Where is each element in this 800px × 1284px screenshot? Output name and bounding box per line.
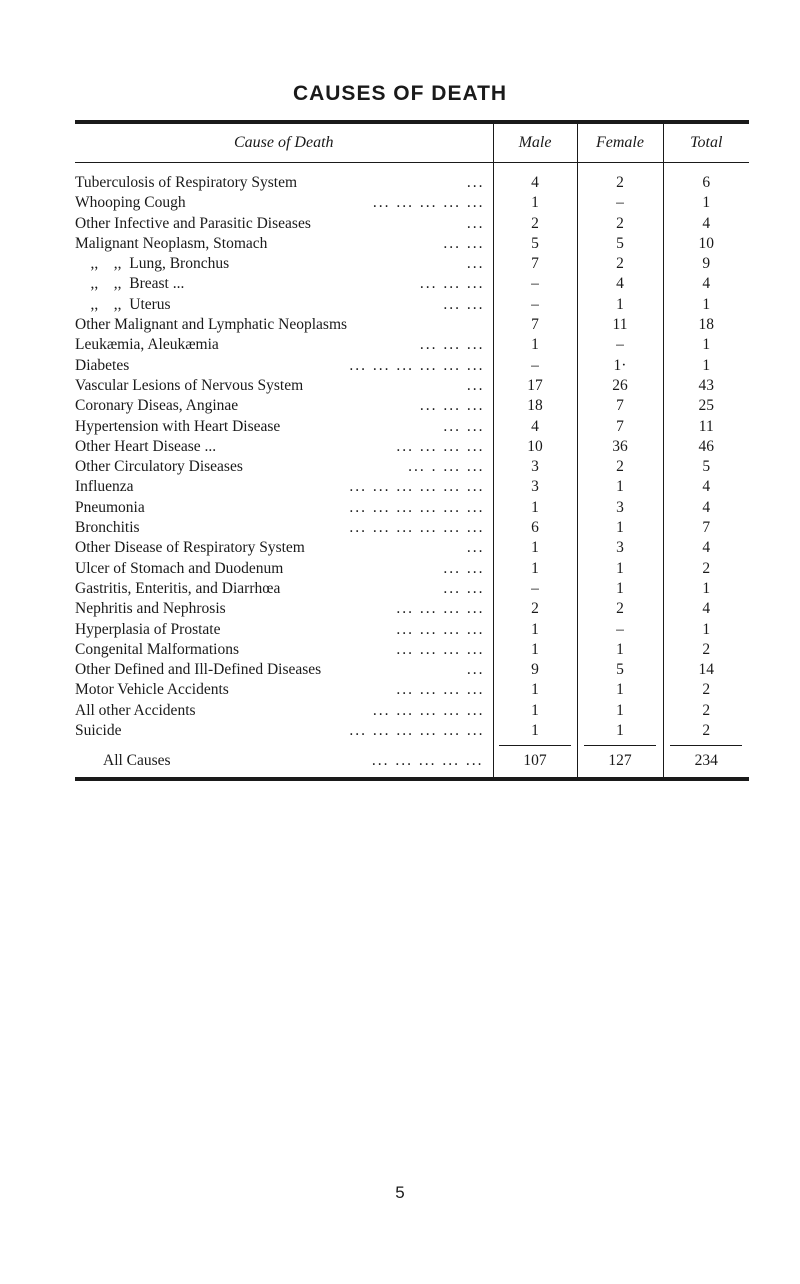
- table-row: [75, 356, 749, 376]
- total-count: 9: [663, 254, 749, 274]
- cause-cell: [75, 660, 493, 680]
- table-row: [75, 538, 749, 558]
- female-count: 1: [577, 559, 663, 579]
- leader-dots: ... ... ...: [419, 275, 485, 293]
- total-male: 107: [499, 745, 571, 776]
- cause-cell: [75, 173, 493, 193]
- header-row: [75, 124, 749, 163]
- cause-label: Other Circulatory Diseases: [75, 458, 243, 476]
- cause-cell: [75, 498, 493, 518]
- table-row: [75, 579, 749, 599]
- total-count: 1: [663, 356, 749, 376]
- male-count: –: [493, 295, 577, 315]
- table-row: [75, 599, 749, 619]
- female-count: 11: [577, 315, 663, 335]
- table-row: [75, 396, 749, 416]
- table-row: [75, 376, 749, 396]
- leader-dots: ...: [466, 255, 485, 273]
- cause-label: Whooping Cough: [75, 194, 186, 212]
- male-count: 6: [493, 518, 577, 538]
- male-count: 1: [493, 538, 577, 558]
- table-row: [75, 559, 749, 579]
- cause-label: Coronary Diseas, Anginae: [75, 397, 239, 415]
- male-count: 7: [493, 254, 577, 274]
- cause-cell: [75, 356, 493, 376]
- cause-label: Diabetes: [75, 356, 130, 374]
- leader-dots: ... ... ... ...: [396, 437, 485, 455]
- table-row: [75, 721, 749, 741]
- female-count: 5: [577, 660, 663, 680]
- cause-cell: [75, 274, 493, 294]
- cause-label: Tuberculosis of Respiratory System: [75, 174, 298, 191]
- female-count: 2: [577, 254, 663, 274]
- total-count: 1: [663, 335, 749, 355]
- male-count: 1: [493, 721, 577, 741]
- cause-cell: [75, 721, 493, 741]
- leader-dots: ... ... ... ... ... ...: [349, 722, 485, 740]
- male-count: 4: [493, 173, 577, 193]
- total-count: 46: [663, 437, 749, 457]
- male-count: 5: [493, 234, 577, 254]
- cause-cell: [75, 214, 493, 234]
- cause-cell: [75, 620, 493, 640]
- cause-label: Other Heart Disease ...: [75, 437, 217, 455]
- total-count: 4: [663, 538, 749, 558]
- leader-dots: ... ... ... ... ... ...: [349, 356, 485, 374]
- female-count: 1: [577, 721, 663, 741]
- male-count: –: [493, 274, 577, 294]
- female-count: 2: [577, 457, 663, 477]
- male-count: 17: [493, 376, 577, 396]
- cause-cell: [75, 315, 493, 335]
- female-count: 3: [577, 498, 663, 518]
- total-count: 25: [663, 396, 749, 416]
- leader-dots: ... ... ... ...: [396, 640, 485, 658]
- leader-dots: ... ...: [443, 579, 485, 597]
- total-count: 5: [663, 457, 749, 477]
- total-count: 4: [663, 498, 749, 518]
- total-count: 18: [663, 315, 749, 335]
- total-count: 1: [663, 620, 749, 640]
- female-count: 7: [577, 417, 663, 437]
- female-count: 1: [577, 579, 663, 599]
- cause-label: Motor Vehicle Accidents: [75, 681, 229, 699]
- total-count: 4: [663, 477, 749, 497]
- cause-cell: [75, 437, 493, 457]
- total-count: 10: [663, 234, 749, 254]
- leader-dots: ...: [466, 174, 485, 191]
- male-count: 2: [493, 214, 577, 234]
- total-count: 14: [663, 660, 749, 680]
- table-row: [75, 295, 749, 315]
- column-header-male: Male: [493, 124, 577, 163]
- leader-dots: ...: [466, 661, 485, 679]
- cause-cell: [75, 193, 493, 213]
- table-row: [75, 335, 749, 355]
- male-count: 7: [493, 315, 577, 335]
- cause-label: Congenital Malformations: [75, 640, 240, 658]
- male-count: 3: [493, 457, 577, 477]
- cause-cell: [75, 680, 493, 700]
- cause-cell: [75, 640, 493, 660]
- table-row: [75, 498, 749, 518]
- cause-label: Hypertension with Heart Disease: [75, 417, 281, 435]
- leader-dots: ... ... ... ... ... ...: [349, 498, 485, 516]
- cause-cell: [75, 538, 493, 558]
- male-count: –: [493, 356, 577, 376]
- male-count: 18: [493, 396, 577, 416]
- total-count: 1: [663, 295, 749, 315]
- leader-dots: ...: [466, 214, 485, 232]
- cause-label: Nephritis and Nephrosis: [75, 600, 226, 618]
- male-count: 1: [493, 680, 577, 700]
- table-row: [75, 234, 749, 254]
- leader-dots: ...: [466, 539, 485, 557]
- female-count: 2: [577, 173, 663, 193]
- female-count: –: [577, 335, 663, 355]
- leader-dots: ... ... ... ...: [396, 600, 485, 618]
- table-row: [75, 254, 749, 274]
- data-table: [75, 124, 749, 777]
- male-count: 1: [493, 498, 577, 518]
- leader-dots: ... ...: [443, 417, 485, 435]
- male-count: 1: [493, 640, 577, 660]
- table-row: [75, 315, 749, 335]
- total-row-label: [75, 741, 493, 777]
- total-count: 11: [663, 417, 749, 437]
- cause-label: Gastritis, Enteritis, and Diarrhœa: [75, 579, 281, 597]
- table-row: [75, 640, 749, 660]
- female-count: 4: [577, 274, 663, 294]
- cause-cell: [75, 417, 493, 437]
- male-count: 1: [493, 335, 577, 355]
- table-row: [75, 680, 749, 700]
- cause-label: ,, ,, Uterus: [75, 295, 171, 313]
- leader-dots: ... ... ... ...: [396, 681, 485, 699]
- total-count: 4: [663, 599, 749, 619]
- total-leader-dots: ... ... ... ... ...: [371, 751, 484, 769]
- male-count: –: [493, 579, 577, 599]
- cause-label: Hyperplasia of Prostate: [75, 620, 221, 638]
- cause-cell: [75, 701, 493, 721]
- cause-label: Other Infective and Parasitic Diseases: [75, 214, 311, 232]
- male-count: 1: [493, 701, 577, 721]
- cause-label: Malignant Neoplasm, Stomach: [75, 234, 268, 252]
- column-header-total: Total: [663, 124, 749, 163]
- total-count: 2: [663, 640, 749, 660]
- female-count: 1: [577, 295, 663, 315]
- table-row: [75, 173, 749, 193]
- female-count: 2: [577, 214, 663, 234]
- cause-label: Vascular Lesions of Nervous System: [75, 376, 304, 394]
- total-label: All Causes: [103, 751, 171, 769]
- cause-label: Ulcer of Stomach and Duodenum: [75, 559, 284, 577]
- male-count: 1: [493, 193, 577, 213]
- cause-label: All other Accidents: [75, 701, 196, 719]
- table-row: [75, 701, 749, 721]
- male-count: 3: [493, 477, 577, 497]
- leader-dots: ... ... ... ... ... ...: [349, 519, 485, 537]
- male-count: 1: [493, 620, 577, 640]
- female-count: 2: [577, 599, 663, 619]
- total-count: 2: [663, 680, 749, 700]
- total-count: 1: [663, 193, 749, 213]
- total-total: 234: [670, 745, 742, 776]
- female-count: 3: [577, 538, 663, 558]
- table-row: [75, 620, 749, 640]
- cause-label: ,, ,, Breast ...: [75, 275, 185, 293]
- cause-cell: [75, 376, 493, 396]
- female-count: 5: [577, 234, 663, 254]
- leader-dots: ... ...: [443, 234, 485, 252]
- leader-dots: ... ...: [443, 295, 485, 313]
- female-count: 1·: [577, 356, 663, 376]
- page-number: 5: [395, 1183, 405, 1202]
- leader-dots: ... . ... ...: [408, 458, 485, 476]
- total-count: 1: [663, 579, 749, 599]
- male-count: 1: [493, 559, 577, 579]
- causes-of-death-table: [75, 120, 749, 781]
- cause-cell: [75, 295, 493, 315]
- cause-cell: [75, 254, 493, 274]
- male-count: 2: [493, 599, 577, 619]
- cause-cell: [75, 599, 493, 619]
- female-count: 1: [577, 680, 663, 700]
- cause-label: Other Malignant and Lymphatic Neoplasms: [75, 316, 348, 334]
- male-count: 10: [493, 437, 577, 457]
- total-count: 7: [663, 518, 749, 538]
- leader-dots: ... ... ... ...: [396, 620, 485, 638]
- total-count: 6: [663, 173, 749, 193]
- cause-cell: [75, 396, 493, 416]
- table-row: [75, 457, 749, 477]
- table-row: [75, 660, 749, 680]
- total-count: 4: [663, 214, 749, 234]
- cause-cell: [75, 457, 493, 477]
- female-count: –: [577, 193, 663, 213]
- cause-cell: [75, 518, 493, 538]
- table-row: [75, 518, 749, 538]
- cause-cell: [75, 335, 493, 355]
- total-row: [75, 741, 749, 777]
- female-count: 36: [577, 437, 663, 457]
- leader-dots: ... ... ... ... ...: [372, 194, 485, 212]
- leader-dots: ... ... ...: [419, 336, 485, 354]
- table-row: [75, 214, 749, 234]
- cause-cell: [75, 579, 493, 599]
- cause-label: ,, ,, Lung, Bronchus: [75, 255, 230, 273]
- total-count: 2: [663, 559, 749, 579]
- leader-dots: ... ... ...: [419, 397, 485, 415]
- female-count: 1: [577, 640, 663, 660]
- table-row: [75, 274, 749, 294]
- table-row: [75, 193, 749, 213]
- cause-cell: [75, 477, 493, 497]
- total-female: 127: [584, 745, 656, 776]
- female-count: –: [577, 620, 663, 640]
- cause-label: Influenza: [75, 478, 134, 496]
- female-count: 1: [577, 518, 663, 538]
- table-bottom-rule: [75, 777, 749, 781]
- female-count: 1: [577, 477, 663, 497]
- column-header-cause: Cause of Death: [75, 124, 493, 163]
- female-count: 26: [577, 376, 663, 396]
- leader-dots: ... ...: [443, 559, 485, 577]
- male-count: 9: [493, 660, 577, 680]
- table-row: [75, 437, 749, 457]
- total-count: 2: [663, 701, 749, 721]
- cause-label: Suicide: [75, 722, 122, 740]
- table-row: [75, 477, 749, 497]
- total-count: 4: [663, 274, 749, 294]
- leader-dots: ... ... ... ... ...: [372, 701, 485, 719]
- male-count: 4: [493, 417, 577, 437]
- cause-label: Other Defined and Ill-Defined Diseases: [75, 661, 322, 679]
- cause-cell: [75, 234, 493, 254]
- total-count: 2: [663, 721, 749, 741]
- cause-label: Bronchitis: [75, 519, 140, 537]
- female-count: 7: [577, 396, 663, 416]
- total-count: 43: [663, 376, 749, 396]
- female-count: 1: [577, 701, 663, 721]
- cause-label: Pneumonia: [75, 498, 145, 516]
- cause-label: Leukæmia, Aleukæmia: [75, 336, 219, 354]
- cause-cell: [75, 559, 493, 579]
- page-title: CAUSES OF DEATH: [292, 82, 508, 105]
- leader-dots: ... ... ... ... ... ...: [349, 478, 485, 496]
- column-header-female: Female: [577, 124, 663, 163]
- leader-dots: ...: [466, 376, 485, 394]
- cause-label: Other Disease of Respiratory System: [75, 539, 305, 557]
- table-row: [75, 417, 749, 437]
